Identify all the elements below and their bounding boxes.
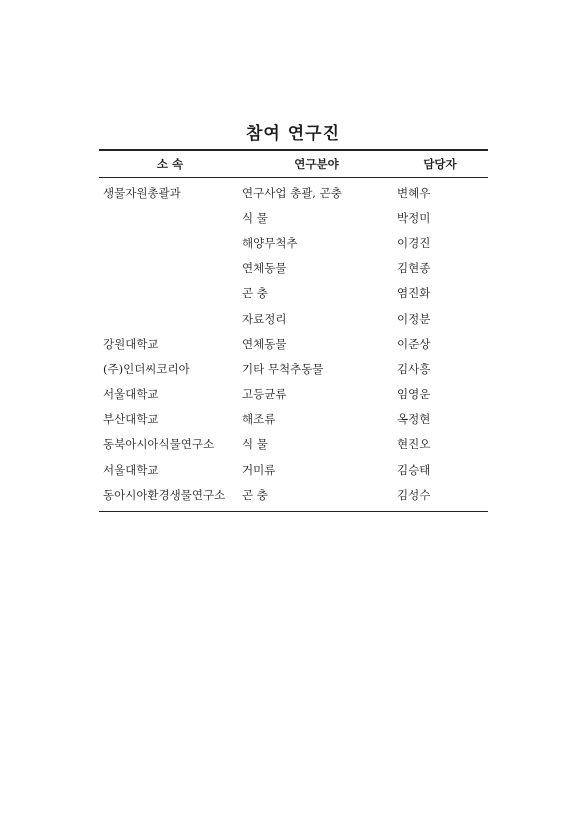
cell-field: 기타 무척추동물	[242, 361, 324, 376]
page-title: 참여 연구진	[245, 124, 341, 144]
cell-field: 고등균류	[242, 387, 287, 402]
table-row	[99, 306, 488, 331]
cell-field: 곤 충	[242, 286, 268, 301]
cell-person: 김현종	[397, 261, 431, 276]
header-affiliation: 소 속	[156, 157, 184, 171]
cell-affiliation: 생물자원총괄과	[103, 185, 181, 200]
table-row	[99, 407, 488, 432]
cell-field: 곤 충	[242, 487, 268, 502]
research-team-table	[99, 149, 488, 512]
cell-affiliation: 동아시아환경생물연구소	[103, 487, 226, 502]
table-row	[99, 457, 488, 482]
table-row	[99, 382, 488, 407]
cell-field: 자료정리	[242, 311, 287, 326]
cell-field: 식 물	[242, 210, 268, 225]
cell-field: 해조류	[242, 412, 276, 427]
table-row	[99, 356, 488, 381]
table-row	[99, 331, 488, 356]
cell-person: 김사흥	[397, 361, 431, 376]
cell-person: 김성수	[397, 487, 431, 502]
cell-affiliation: 동북아시아식물연구소	[103, 437, 215, 452]
cell-affiliation: 강원대학교	[103, 336, 159, 351]
cell-field: 해양무척추	[242, 235, 298, 250]
table-header	[99, 151, 488, 178]
table-row	[99, 256, 488, 281]
table-row	[99, 432, 488, 457]
table-body	[99, 178, 488, 511]
header-person: 담당자	[423, 157, 457, 171]
cell-person: 이정분	[397, 311, 431, 326]
table-row	[99, 180, 488, 205]
cell-person: 변혜우	[397, 185, 431, 200]
cell-field: 연체동물	[242, 261, 287, 276]
header-field: 연구분야	[294, 157, 339, 171]
cell-person: 임영운	[397, 387, 431, 402]
cell-field: 거미류	[242, 462, 276, 477]
cell-affiliation: (주)인더씨코리아	[103, 361, 190, 376]
cell-affiliation: 부산대학교	[103, 412, 159, 427]
cell-person: 이경진	[397, 235, 431, 250]
cell-person: 현진오	[397, 437, 431, 452]
cell-person: 염진화	[397, 286, 431, 301]
table-row	[99, 230, 488, 255]
cell-person: 옥정현	[397, 412, 431, 427]
cell-affiliation: 서울대학교	[103, 462, 159, 477]
cell-field: 연체동물	[242, 336, 287, 351]
cell-affiliation: 서울대학교	[103, 387, 159, 402]
cell-person: 이준상	[397, 336, 431, 351]
table-row	[99, 482, 488, 507]
cell-field: 연구사업 총괄, 곤충	[242, 185, 342, 200]
table-row	[99, 281, 488, 306]
table-row	[99, 205, 488, 230]
cell-person: 박정미	[397, 210, 431, 225]
cell-field: 식 물	[242, 437, 268, 452]
cell-person: 김승태	[397, 462, 431, 477]
